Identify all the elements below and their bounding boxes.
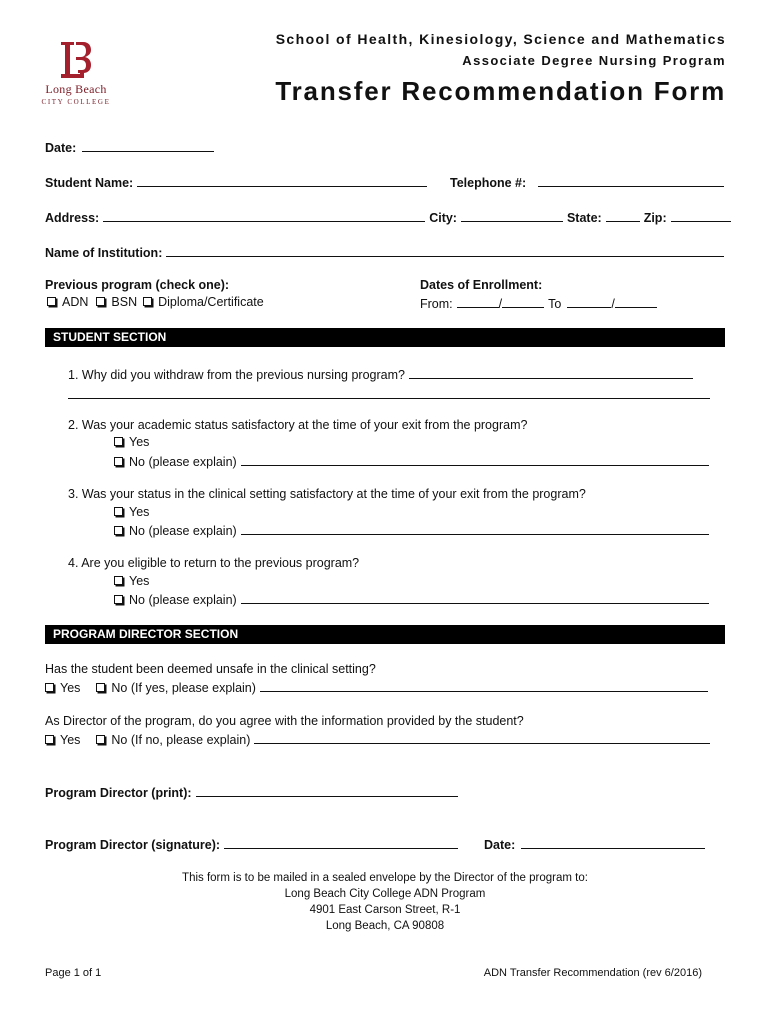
lbcc-logo-icon (58, 40, 92, 80)
from-month-field[interactable] (457, 295, 499, 308)
student-q4-yes-row (114, 574, 149, 588)
to-slash: / (611, 297, 615, 311)
diploma-label: Diploma/Certificate (158, 295, 264, 309)
director-section-heading: PROGRAM DIRECTOR SECTION (53, 627, 239, 641)
adn-checkbox[interactable] (47, 297, 56, 306)
program-name: Associate Degree Nursing Program (462, 53, 726, 68)
student-section-bar (45, 328, 725, 347)
director-print-row (45, 784, 458, 800)
student-q4-yes-label: Yes (129, 574, 150, 588)
student-q3-explain-field[interactable] (241, 522, 709, 535)
student-q3-yes-row (114, 505, 149, 519)
previous-program-options (45, 295, 264, 309)
telephone-label: Telephone #: (450, 176, 527, 190)
student-q2-no-checkbox[interactable] (114, 457, 123, 466)
address-row (45, 209, 731, 225)
student-q2-explain-field[interactable] (241, 453, 709, 466)
mailing-line1: This form is to be mailed in a sealed envelope by the Director of the program to: (182, 872, 588, 884)
mailing-line2: Long Beach City College ADN Program (284, 888, 486, 900)
logo-line1: Long Beach (45, 82, 107, 96)
student-name-field[interactable] (137, 174, 427, 187)
to-label: To (548, 297, 562, 311)
bsn-checkbox[interactable] (96, 297, 105, 306)
page-number: Page 1 of 1 (45, 967, 102, 979)
student-q4-text: 4. Are you eligible to return to the previous program? (68, 556, 360, 570)
to-month-field[interactable] (567, 295, 611, 308)
student-q1-answer-line1[interactable] (409, 366, 693, 379)
director-q1-yes-label: Yes (60, 681, 81, 695)
director-q2-yes-checkbox[interactable] (45, 735, 54, 744)
director-date-field[interactable] (521, 836, 705, 849)
director-q1-no-label: No (If yes, please explain) (111, 681, 256, 695)
director-signature-field[interactable] (224, 836, 458, 849)
director-q1-text: Has the student been deemed unsafe in the clinical setting? (45, 662, 376, 676)
from-year-field[interactable] (502, 295, 544, 308)
adn-label: ADN (62, 295, 89, 309)
city-label: City: (429, 211, 457, 225)
student-q2-no-label: No (please explain) (129, 455, 237, 469)
from-label: From: (420, 297, 453, 311)
student-q1-answer-line2[interactable] (68, 386, 710, 399)
date-row (45, 139, 214, 155)
director-q2-no-checkbox[interactable] (96, 735, 105, 744)
student-q2-yes-checkbox[interactable] (114, 437, 123, 446)
telephone-field[interactable] (538, 174, 724, 187)
director-q1-yes-checkbox[interactable] (45, 683, 54, 692)
bsn-label: BSN (111, 295, 138, 309)
student-section-heading: STUDENT SECTION (53, 330, 167, 344)
state-label: State: (566, 211, 602, 225)
student-q1-text: 1. Why did you withdraw from the previous nursing program? (68, 368, 405, 382)
mailing-line3: 4901 East Carson Street, R-1 (309, 904, 461, 916)
address-field[interactable] (103, 209, 425, 222)
director-q2-yes-label: Yes (60, 733, 81, 747)
director-date-row (484, 836, 705, 852)
student-q1-row (68, 366, 693, 382)
date-label: Date: (45, 141, 77, 155)
state-field[interactable] (606, 209, 640, 222)
mailing-instructions (45, 870, 725, 934)
student-name-label: Student Name: (45, 176, 134, 190)
city-field[interactable] (461, 209, 563, 222)
dates-enrollment-label: Dates of Enrollment: (420, 278, 543, 292)
school-name: School of Health, Kinesiology, Science and Mathematics (275, 31, 726, 47)
telephone-row (450, 174, 724, 190)
student-q4-explain-field[interactable] (241, 591, 709, 604)
student-q2-yes-label: Yes (129, 435, 150, 449)
student-name-row (45, 174, 427, 190)
director-q2-text: As Director of the program, do you agree with the information provided by the student? (45, 714, 524, 728)
previous-program-label: Previous program (check one): (45, 278, 230, 292)
zip-field[interactable] (671, 209, 731, 222)
logo-line2: CITY COLLEGE (41, 98, 111, 106)
director-signature-label: Program Director (signature): (45, 838, 221, 852)
student-q4-yes-checkbox[interactable] (114, 576, 123, 585)
student-q4-no-checkbox[interactable] (114, 595, 123, 604)
student-q4-no-label: No (please explain) (129, 593, 237, 607)
student-q3-yes-checkbox[interactable] (114, 507, 123, 516)
student-q2-no-row (114, 453, 709, 469)
from-slash: / (498, 297, 503, 311)
director-q2-explain-field[interactable] (254, 731, 710, 744)
student-q2-yes-row (114, 435, 149, 449)
institution-label: Name of Institution: (45, 246, 163, 260)
director-q2-options (45, 731, 710, 747)
student-q3-no-checkbox[interactable] (114, 526, 123, 535)
dates-enrollment-row (420, 295, 657, 311)
director-signature-row (45, 836, 458, 852)
date-field[interactable] (82, 139, 214, 152)
director-print-label: Program Director (print): (45, 786, 192, 800)
institution-row (45, 244, 724, 260)
diploma-checkbox[interactable] (143, 297, 152, 306)
director-section-bar (45, 625, 725, 644)
student-q3-no-label: No (please explain) (129, 524, 237, 538)
revision-label: ADN Transfer Recommendation (rev 6/2016) (483, 967, 702, 979)
institution-field[interactable] (166, 244, 724, 257)
student-q2-text: 2. Was your academic status satisfactory at the time of your exit from the program? (68, 418, 528, 432)
student-q3-no-row (114, 522, 709, 538)
to-year-field[interactable] (615, 295, 657, 308)
director-q1-explain-field[interactable] (260, 679, 708, 692)
director-q2-no-label: No (If no, please explain) (111, 733, 251, 747)
address-label: Address: (45, 211, 100, 225)
mailing-line4: Long Beach, CA 90808 (325, 920, 445, 932)
zip-label: Zip: (643, 211, 667, 225)
director-q1-no-checkbox[interactable] (96, 683, 105, 692)
form-title: Transfer Recommendation Form (275, 76, 726, 106)
director-date-label: Date: (484, 838, 516, 852)
student-q4-no-row (114, 591, 709, 607)
student-q3-text: 3. Was your status in the clinical setting satisfactory at the time of your exit from the program? (68, 487, 586, 501)
director-q1-options (45, 679, 708, 695)
director-print-field[interactable] (196, 784, 458, 797)
lbcc-logo-text (40, 82, 112, 106)
student-q3-yes-label: Yes (129, 505, 150, 519)
